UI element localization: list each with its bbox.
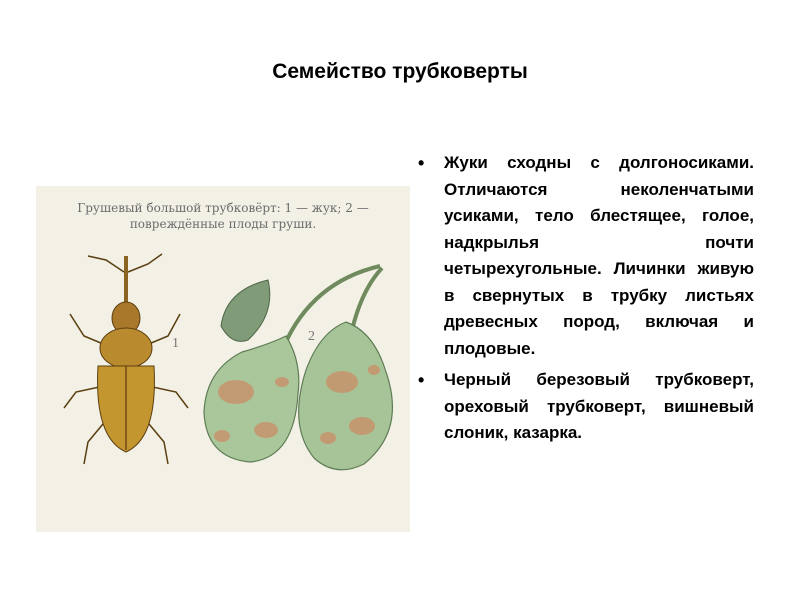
beetle-figure xyxy=(36,186,410,532)
bullet-item-description: • Жуки сходны с долгоносиками. Отличаются неколенчатыми усиками, тело блестящее, голое, надкрылья почти четырехугольные. Личинки живую в свернутых в трубку листьях древесных пород, включая и плодовые. xyxy=(416,150,754,362)
figure-label-beetle: 1 xyxy=(172,336,179,351)
leaf-icon xyxy=(221,280,270,341)
bullet-list xyxy=(416,150,754,452)
slide-title: Семейство трубковерты xyxy=(272,60,528,83)
beetle-thorax xyxy=(100,328,152,368)
pear-left-icon xyxy=(204,336,299,462)
figure-caption: Грушевый большой трубковёрт: 1 — жук; 2 — повреждённые плоды груши. xyxy=(77,201,369,231)
beetle-and-pears-illustration xyxy=(36,186,410,532)
bullet-item-species: • Черный березовый трубковерт, ореховый трубковерт, вишневый слоник, казарка. xyxy=(416,367,754,447)
figure-label-pears: 2 xyxy=(308,329,315,344)
